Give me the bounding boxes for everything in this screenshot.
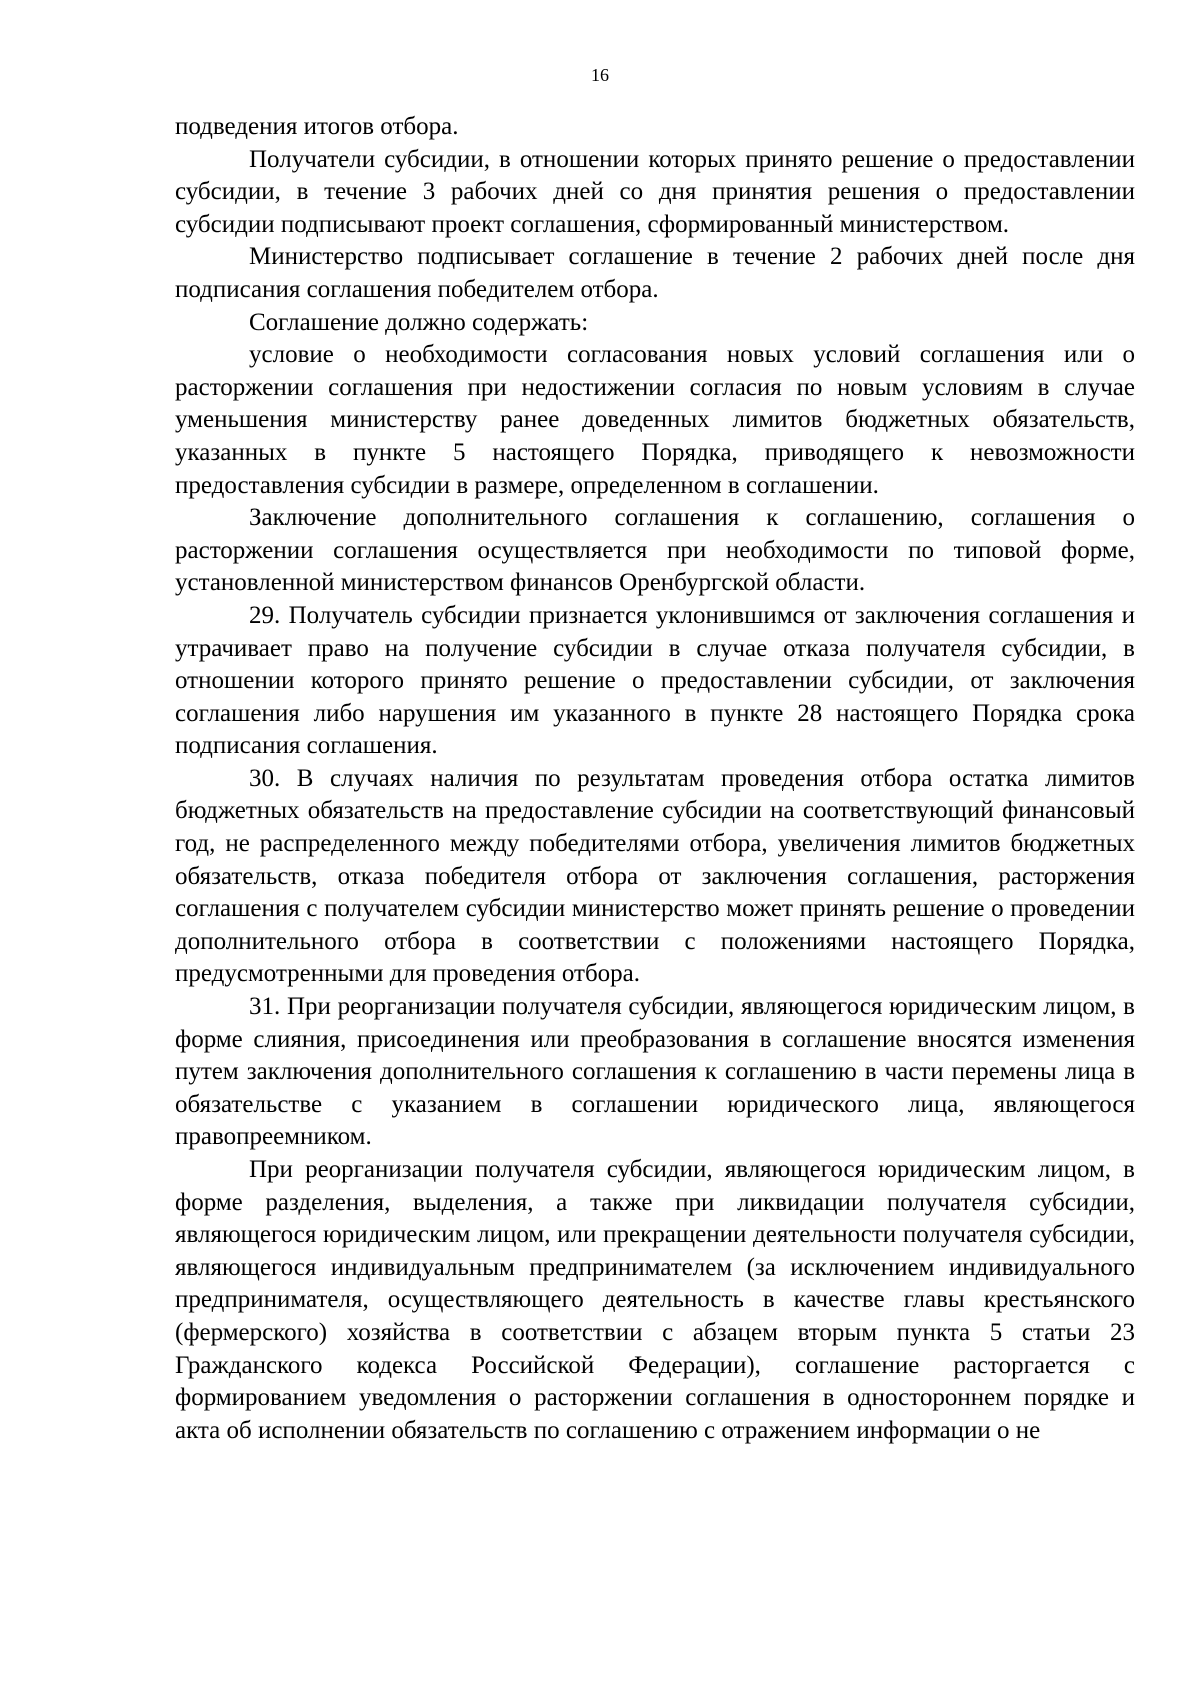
paragraph-condition: условие о необходимости согласования новых условий соглашения или о расторжении соглашения при недостижении согласия по новым условиям в случае уменьшения министерству ранее доведенных лимитов бюджетных обязательств, указанных в пункте 5 настоящего Порядка, приводящего к невозможности предоставления субсидии в размере, определенном в соглашении. <box>175 341 1135 499</box>
paragraph-agreement-contents: Соглашение должно содержать: <box>249 308 589 336</box>
paragraph-reorganization: При реорганизации получателя субсидии, являющегося юридическим лицом, в форме разделения, выделения, а также при ликвидации получателя субсидии, являющегося юридическим лицом, или прекращении деятельности получателя субсидии, являющегося индивидуальным предпринимателем (за исключением индивидуального предпринимателя, осуществляющего деятельность в качестве главы крестьянского (фермерского) хозяйства в соответствии с абзацем вторым пункта 5 статьи 23 Гражданского кодекса Российской Федерации), соглашение расторгается с формированием уведомления о расторжении соглашения в одностороннем порядке и акта об исполнении обязательств по соглашению с отражением информации о не <box>175 1156 1135 1444</box>
document-body <box>175 111 1135 1447</box>
page-number: 16 <box>591 65 609 85</box>
paragraph-item-30: 30. В случаях наличия по результатам проведения отбора остатка лимитов бюджетных обязательств на предоставление субсидии на соответствующий финансовый год, не распределенного между победителями отбора, увеличения лимитов бюджетных обязательств, отказа победителя отбора от заключения соглашения, расторжения соглашения с получателем субсидии министерство может принять решение о проведении дополнительного отбора в соответствии с положениями настоящего Порядка, предусмотренными для проведения отбора. <box>175 764 1135 988</box>
paragraph-additional-agreement: Заключение дополнительного соглашения к соглашению, соглашения о расторжении соглашения осуществляется при необходимости по типовой форме, установленной министерством финансов Оренбургской области. <box>175 504 1135 597</box>
paragraph-item-29: 29. Получатель субсидии признается уклонившимся от заключения соглашения и утрачивает право на получение субсидии в случае отказа получателя субсидии, в отношении которого принято решение о предоставлении субсидии, от заключения соглашения либо нарушения им указанного в пункте 28 настоящего Порядка срока подписания соглашения. <box>175 601 1135 760</box>
paragraph-signing-recipients: Получатели субсидии, в отношении которых принято решение о предоставлении субсидии, в течение 3 рабочих дней со дня принятия решения о предоставлении субсидии подписывают проект соглашения, сформированный министерством. <box>175 145 1135 238</box>
paragraph-ministry-signs: Министерство подписывает соглашение в течение 2 рабочих дней после дня подписания соглашения победителем отбора. <box>175 243 1135 303</box>
paragraph-item-31: 31. При реорганизации получателя субсидии, являющегося юридическим лицом, в форме слияния, присоединения или преобразования в соглашение вносятся изменения путем заключения дополнительного соглашения к соглашению в части перемены лица в обязательстве с указанием в соглашении юридического лица, являющегося правопреемником. <box>175 993 1135 1151</box>
paragraph-continuation: подведения итогов отбора. <box>175 113 459 140</box>
